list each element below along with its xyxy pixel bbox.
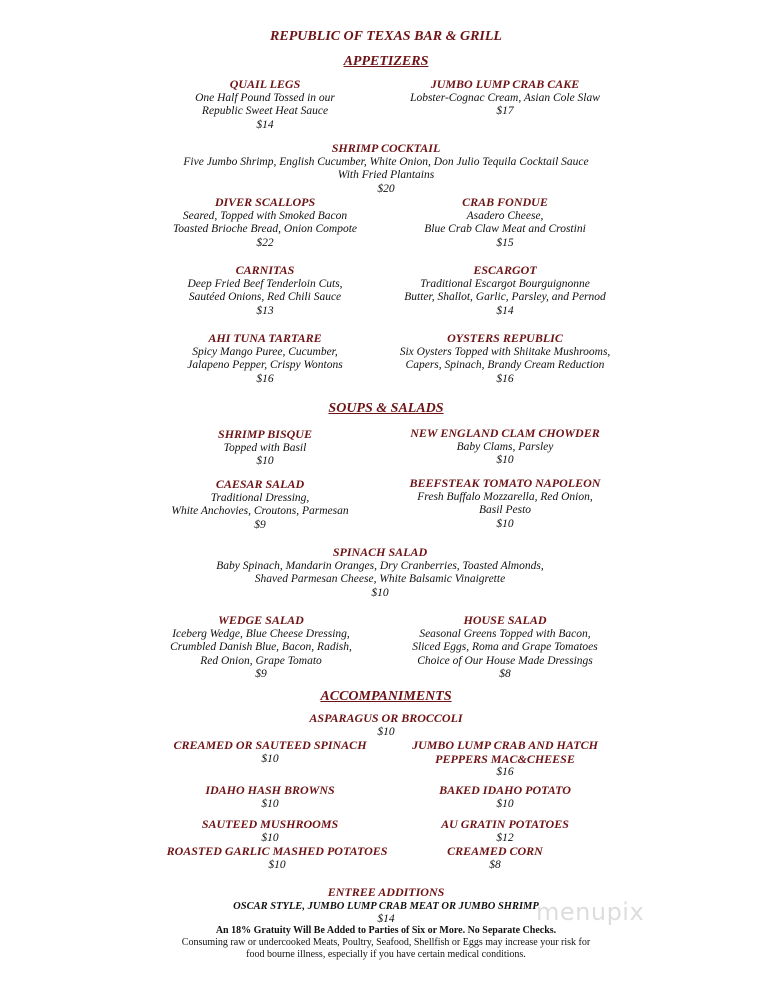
item-name: JUMBO LUMP CRAB CAKE — [430, 77, 580, 91]
item-name: CREAMED CORN — [447, 844, 543, 858]
item-description: Red Onion, Grape Tomato — [200, 654, 322, 667]
item-price: $10 — [268, 858, 286, 871]
item-description: Sliced Eggs, Roma and Grape Tomatoes — [412, 641, 598, 653]
item-name: AHI TUNA TARTARE — [208, 331, 322, 345]
item-price: $10 — [377, 725, 395, 738]
item-description: Spicy Mango Puree, Cucumber, — [192, 345, 338, 358]
item-description: Deep Fried Beef Tenderloin Cuts, — [187, 277, 343, 290]
item-price: $10 — [496, 517, 514, 530]
item-description: Topped with Basil — [223, 441, 307, 454]
item-description: Butter, Shallot, Garlic, Parsley, and Pernod — [404, 291, 606, 303]
item-price: $9 — [254, 518, 266, 531]
item-name: IDAHO HASH BROWNS — [205, 783, 335, 797]
item-description: Traditional Escargot Bourguignonne — [420, 277, 590, 290]
item-name: BEEFSTEAK TOMATO NAPOLEON — [409, 476, 601, 490]
item-description: Seasonal Greens Topped with Bacon, — [419, 627, 591, 640]
item-price: $13 — [256, 304, 274, 317]
health-warning: Consuming raw or undercooked Meats, Poultry, Seafood, Shellfish or Eggs may increase your risk for — [181, 936, 591, 948]
item-description: One Half Pound Tossed in our — [195, 91, 335, 104]
item-name: WEDGE SALAD — [218, 613, 304, 627]
menu-item-oysters — [355, 332, 655, 386]
item-description: Baby Spinach, Mandarin Oranges, Dry Cranberries, Toasted Almonds, — [216, 559, 544, 572]
item-price: $16 — [496, 372, 514, 385]
item-price: $14 — [256, 118, 274, 131]
item-name-line2: PEPPERS MAC&CHEESE — [435, 751, 575, 766]
item-name: HOUSE SALAD — [463, 613, 547, 627]
menu-item-tomato-napoleon — [355, 477, 655, 531]
item-description: Sautéed Onions, Red Chili Sauce — [188, 291, 342, 303]
menu-item-house-salad — [355, 614, 655, 682]
item-name: CARNITAS — [235, 263, 295, 277]
menu-item-crab-fondue — [355, 196, 655, 250]
item-name: OYSTERS REPUBLIC — [447, 331, 563, 345]
section-heading-soups-salads: SOUPS & SALADS — [328, 401, 444, 416]
gratuity-notice: An 18% Gratuity Will Be Added to Parties of Six or More. No Separate Checks. — [215, 924, 557, 936]
item-price: $10 — [256, 455, 274, 467]
item-price: $17 — [496, 105, 514, 117]
item-name: ROASTED GARLIC MASHED POTATOES — [166, 844, 388, 858]
menu-item-clam-chowder — [355, 427, 655, 468]
item-name: SPINACH SALAD — [332, 545, 428, 559]
menu-item-escargot — [355, 264, 655, 318]
item-description: Baby Clams, Parsley — [456, 440, 554, 453]
item-description: Republic Sweet Heat Sauce — [201, 105, 329, 117]
item-price: $15 — [496, 236, 514, 249]
item-description: Asadero Cheese, — [466, 209, 544, 222]
item-description: Traditional Dressing, — [210, 491, 310, 504]
item-name: CRAB FONDUE — [462, 195, 548, 209]
item-description: Seared, Topped with Smoked Bacon — [182, 209, 348, 222]
item-price: $16 — [496, 766, 514, 778]
menu-item-shrimp-cocktail — [86, 142, 686, 196]
item-price: $8 — [499, 668, 511, 680]
item-name: SHRIMP BISQUE — [218, 427, 312, 441]
item-name: DIVER SCALLOPS — [214, 195, 316, 209]
item-name: QUAIL LEGS — [229, 77, 301, 91]
item-description: Shaved Parmesan Cheese, White Balsamic Vinaigrette — [254, 573, 506, 585]
item-price: $10 — [496, 454, 514, 466]
item-price: $14 — [377, 912, 395, 925]
watermark-logo: menupix — [536, 898, 645, 926]
item-price: $12 — [496, 831, 514, 844]
item-name: NEW ENGLAND CLAM CHOWDER — [410, 426, 600, 440]
item-price: $10 — [261, 797, 279, 810]
item-price: $14 — [496, 304, 514, 317]
item-description: Jalapeno Pepper, Crispy Wontons — [187, 359, 343, 371]
item-price: $8 — [489, 858, 501, 871]
menu-item-baked-potato — [355, 784, 655, 811]
item-price: $10 — [261, 752, 279, 765]
item-name: BAKED IDAHO POTATO — [439, 783, 571, 797]
restaurant-title: REPUBLIC OF TEXAS BAR & GRILL — [270, 29, 502, 44]
item-price: $20 — [377, 182, 395, 195]
item-description: With Fried Plantains — [337, 169, 435, 181]
item-price: $22 — [256, 236, 274, 249]
item-name: CREAMED OR SAUTEED SPINACH — [173, 738, 367, 752]
item-description: Blue Crab Claw Meat and Crostini — [424, 223, 586, 235]
item-description: Five Jumbo Shrimp, English Cucumber, White Onion, Don Julio Tequila Cocktail Sauce — [183, 155, 589, 168]
section-heading-appetizers: APPETIZERS — [343, 54, 429, 69]
item-name: CAESAR SALAD — [215, 477, 305, 491]
item-name: ASPARAGUS OR BROCCOLI — [309, 711, 463, 725]
menu-item-crab-cake — [355, 78, 655, 119]
menu-item-creamed-corn — [345, 845, 645, 872]
item-description: Capers, Spinach, Brandy Cream Reduction — [405, 359, 605, 371]
item-price: $10 — [496, 797, 514, 810]
item-name: AU GRATIN POTATOES — [441, 817, 569, 831]
section-heading-entree-additions: ENTREE ADDITIONS — [327, 885, 445, 899]
item-price: $10 — [371, 586, 389, 599]
item-name: SHRIMP COCKTAIL — [331, 141, 441, 155]
item-price: $16 — [256, 372, 274, 385]
item-description: White Anchovies, Croutons, Parmesan — [171, 505, 349, 517]
item-description: Six Oysters Topped with Shiitake Mushrooms, — [399, 345, 611, 358]
item-description: Lobster-Cognac Cream, Asian Cole Slaw — [410, 91, 600, 104]
menu-item-au-gratin — [355, 818, 655, 845]
health-warning: food bourne illness, especially if you have certain medical conditions. — [246, 948, 526, 960]
item-name: SAUTEED MUSHROOMS — [201, 817, 339, 831]
item-description: Basil Pesto — [478, 504, 532, 516]
entree-addition-item: OSCAR STYLE, JUMBO LUMP CRAB MEAT OR JUMBO SHRIMP — [233, 900, 539, 912]
section-heading-accompaniments: ACCOMPANIMENTS — [320, 689, 452, 704]
item-description: Toasted Brioche Bread, Onion Compote — [172, 223, 358, 235]
item-description: Fresh Buffalo Mozzarella, Red Onion, — [417, 490, 593, 503]
item-description: Iceberg Wedge, Blue Cheese Dressing, — [172, 627, 350, 640]
item-description: Choice of Our House Made Dressings — [417, 654, 593, 667]
item-description: Crumbled Danish Blue, Bacon, Radish, — [170, 641, 352, 653]
menu-item-spinach-salad — [80, 546, 680, 600]
item-price: $9 — [255, 668, 267, 680]
item-name: ESCARGOT — [473, 263, 537, 277]
item-price: $10 — [261, 831, 279, 844]
menu-item-crab-mac-cheese — [355, 739, 655, 780]
menu-item-asparagus — [86, 712, 686, 739]
item-name: JUMBO LUMP CRAB AND HATCH — [412, 738, 598, 752]
